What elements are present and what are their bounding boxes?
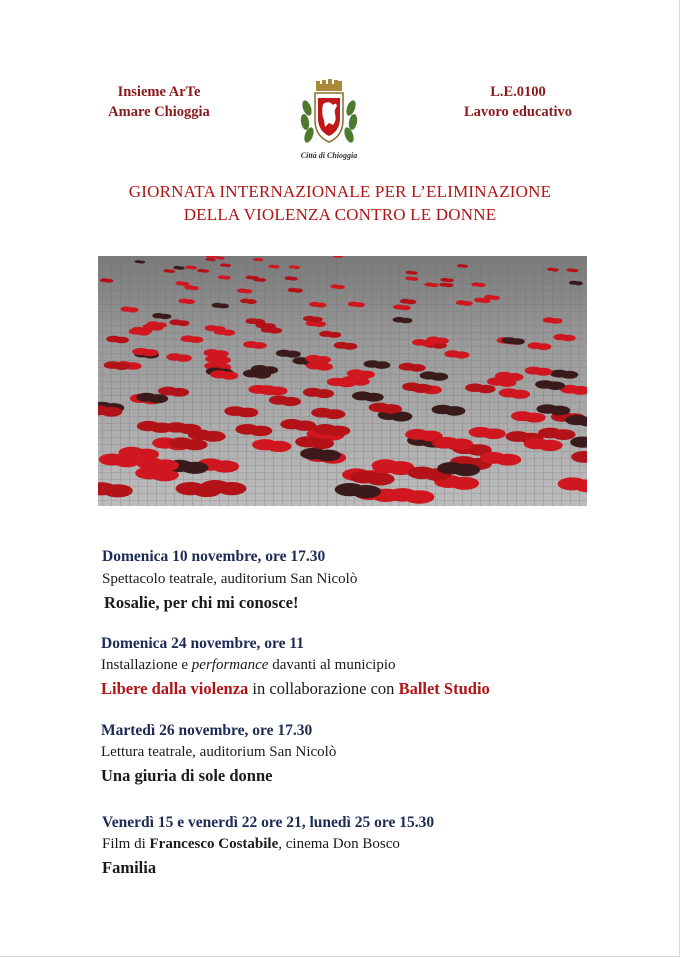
red-shoe [420, 340, 435, 347]
red-shoe [252, 342, 267, 349]
director-name: Francesco Costabile [149, 836, 279, 852]
event-date: Domenica 10 novembre, ore 17.30 [102, 548, 326, 565]
page-title [60, 180, 620, 226]
red-shoe [551, 268, 559, 271]
red-shoe [113, 362, 130, 370]
red-shoe [175, 354, 191, 361]
red-shoe [408, 364, 425, 372]
red-shoe [406, 300, 417, 305]
red-shoe [546, 381, 565, 390]
red-shoe [434, 338, 449, 345]
project-code-label: Lavoro educativo [463, 104, 573, 120]
red-shoe [101, 407, 123, 417]
red-shoe [444, 406, 466, 416]
red-shoe [190, 266, 197, 269]
red-shoe [133, 449, 159, 461]
event-date: Venerdì 15 e venerdì 22 ore 21, lunedì 25 ore 15.30 [102, 814, 435, 831]
red-shoe [495, 454, 522, 466]
red-shoe [342, 343, 357, 350]
red-shoe [381, 404, 403, 414]
red-shoe [268, 328, 282, 334]
red-shoe [571, 269, 579, 272]
red-shoe [351, 485, 381, 498]
red-shoe [105, 279, 114, 283]
red-shoe [452, 464, 480, 476]
red-shoe [190, 286, 199, 290]
title-line-2: DELLA VIOLENZA CONTRO LE DONNE [183, 205, 497, 224]
red-shoe [169, 388, 189, 397]
city-crest-logo [285, 78, 373, 164]
red-shoe [224, 264, 231, 267]
red-shoe [399, 305, 410, 310]
red-shoe [400, 318, 413, 324]
title-line-1: GIORNATA INTERNAZIONALE PER L’ELIMINAZIONE [128, 182, 552, 201]
red-shoe [266, 441, 291, 452]
red-shoe [354, 302, 365, 307]
event-title: Familia [102, 858, 157, 877]
red-shoe [181, 462, 208, 474]
description-emphasis: performance [191, 657, 269, 673]
red-shoe [536, 343, 551, 350]
red-shoe [289, 277, 298, 281]
red-shoe [561, 335, 575, 341]
crest-caption: Città di Chioggia [300, 151, 358, 160]
red-shoe [178, 424, 202, 434]
red-shoe [214, 356, 231, 363]
red-shoe [138, 261, 145, 264]
red-shoe [258, 278, 267, 282]
red-shoe [549, 406, 571, 416]
red-shoe [309, 438, 334, 449]
red-shoe [476, 283, 485, 287]
event-description [102, 834, 400, 854]
red-shoe [243, 289, 253, 293]
event-date: Martedì 26 novembre, ore 17.30 [101, 722, 313, 739]
red-shoe [363, 393, 383, 402]
red-shoe [314, 389, 334, 398]
red-shoe [510, 390, 530, 399]
red-shoe [373, 361, 390, 369]
red-shoe [218, 257, 224, 260]
red-shoe [310, 317, 323, 323]
project-code-number: L.E.0100 [490, 84, 546, 100]
red-shoe [560, 371, 578, 379]
organizer-subtitle: Amare Chioggia [108, 104, 210, 120]
red-shoe [177, 320, 190, 326]
red-shoe [184, 299, 195, 304]
red-shoe [141, 349, 157, 356]
red-shoe [410, 277, 419, 281]
red-shoe [236, 408, 258, 418]
red-shoe [218, 304, 229, 309]
red-shoe [285, 351, 301, 358]
red-shoe [316, 363, 333, 371]
event-description: Lettura teatrale, auditorium San Nicolò [101, 744, 337, 760]
red-shoe [209, 258, 216, 261]
red-shoe [510, 338, 525, 345]
red-shoe [293, 266, 300, 269]
red-shoe [261, 366, 279, 374]
red-shoe [448, 439, 473, 450]
red-shoe [315, 303, 326, 308]
event-date: Domenica 24 novembre, ore 11 [101, 635, 305, 652]
red-shoe [220, 372, 238, 380]
red-shoe [127, 307, 139, 312]
red-shoe [450, 477, 479, 490]
red-shoe [148, 394, 169, 403]
event-description [101, 655, 396, 675]
red-shoe [257, 258, 264, 261]
red-shoe [246, 299, 257, 304]
description-text: , cinema Don Bosco [278, 836, 400, 852]
description-text: Installazione e [101, 657, 192, 673]
description-text: Film di [102, 836, 150, 852]
red-shoe [490, 296, 500, 301]
red-shoe [201, 431, 225, 442]
red-shoe [327, 426, 351, 437]
event-title: Una giuria di sole donne [101, 766, 273, 785]
red-shoe [250, 276, 258, 280]
organizer-left [100, 82, 218, 122]
red-shoe [177, 266, 184, 269]
red-shoe [574, 281, 583, 285]
red-shoe [103, 484, 133, 497]
red-shoe [453, 351, 469, 358]
red-shoe [445, 279, 454, 283]
event-title-line [101, 678, 490, 700]
event-title: Rosalie, per chi mi conosce! [104, 593, 299, 612]
red-shoe [366, 473, 395, 486]
red-shoe [152, 459, 179, 471]
red-shoe [253, 319, 266, 325]
project-code [455, 82, 581, 122]
red-shoe [180, 282, 189, 286]
red-shoe [462, 301, 473, 306]
red-shoe [114, 337, 129, 344]
red-shoe [327, 332, 341, 338]
red-shoe [314, 356, 331, 363]
red-shoe [182, 439, 207, 450]
red-shoe [535, 368, 553, 376]
red-shoe [222, 276, 230, 280]
red-shoe [221, 330, 235, 336]
red-shoe [523, 413, 545, 423]
red-shoe [410, 271, 418, 275]
red-shoe [159, 314, 171, 319]
red-shoe [217, 482, 247, 495]
red-shoe [249, 426, 273, 437]
red-shoe [550, 318, 563, 324]
red-shoe [168, 270, 176, 273]
red-shoe [293, 421, 316, 431]
red-shoes-photo [98, 256, 587, 506]
red-shoe [315, 450, 341, 462]
red-shoe [336, 285, 345, 289]
red-shoe [293, 288, 303, 292]
red-shoe [551, 429, 575, 440]
red-shoe [351, 377, 370, 385]
crown-icon [316, 79, 342, 91]
red-shoe [272, 265, 279, 268]
red-shoe [212, 460, 239, 472]
red-shoe [280, 397, 301, 406]
partner-name: Ballet Studio [398, 679, 490, 698]
red-shoe [444, 283, 453, 287]
red-shoe [482, 429, 506, 440]
red-shoe [259, 386, 279, 395]
red-shoe [430, 283, 439, 287]
red-shoe [404, 490, 434, 504]
red-shoe [413, 384, 432, 393]
red-shoe [430, 373, 448, 381]
organizer-name: Insieme ArTe [117, 84, 201, 100]
red-shoe [189, 336, 204, 343]
description-text: davanti al municipio [268, 657, 396, 673]
red-shoe [323, 409, 345, 419]
red-shoe [201, 269, 209, 272]
event-description: Spettacolo teatrale, auditorium San Nicolò [102, 571, 358, 587]
red-shoe [461, 265, 468, 268]
red-shoe [497, 379, 516, 387]
collaboration-text: in collaborazione con [248, 679, 399, 698]
event-title: Libere dalla violenza [101, 679, 249, 698]
red-shoe [538, 440, 563, 451]
red-shoe [476, 385, 496, 394]
red-shoe [150, 325, 163, 331]
